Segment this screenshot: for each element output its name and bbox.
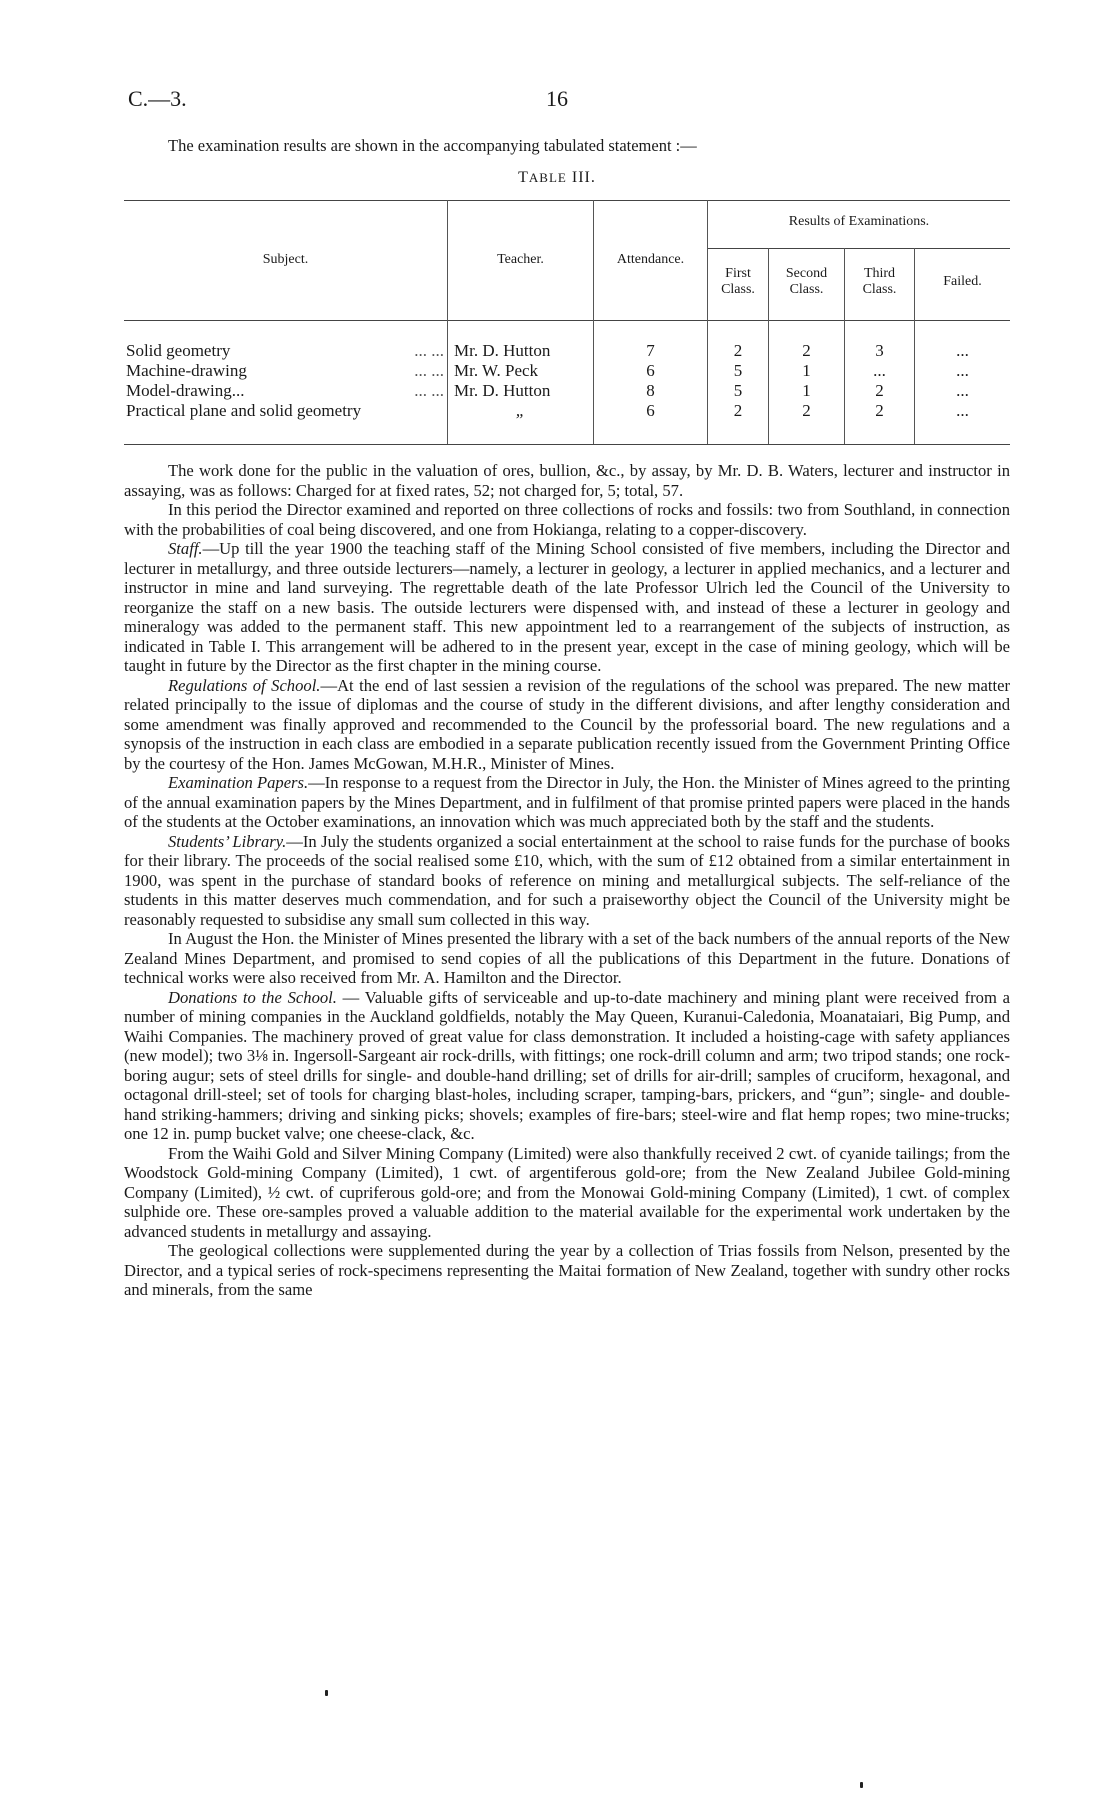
row-1-failed: ... — [956, 341, 969, 360]
examination-papers-text: —In response to a request from the Director in July, the Hon. the Minister of Mines agreed to the printing of the annual examination papers by the Mines Department, and in fulfilment of that promise printed papers were placed in the hands of the students at the October examinations, an innovation which was much appreciated both by the staff and the students. — [124, 773, 1011, 831]
stray-ink-mark — [325, 1690, 328, 1696]
row-4-second: 2 — [802, 401, 811, 420]
header-failed: Failed. — [943, 274, 982, 289]
row-2-third: ... — [873, 361, 886, 380]
row-3-teacher: Mr. D. Hutton — [454, 381, 551, 400]
row-3-leader: ... ... — [414, 381, 444, 400]
students-library-text: —In July the students organized a social entertainment at the school to raise funds for the purchase of books for their library. The proceeds of the social realised some £10, which, with the sum of £12 obtained from a similar entertainment in 1900, was spent in the purchase of standard books of reference on mining and metallurgical subjects. The self-reliance of the students in this matter deserves much commendation, and for such a praiseworthy object the Council of the University might be reasonably requested to subsidise any small sum collected in this way. — [124, 831, 1010, 929]
row-1-first: 2 — [733, 341, 743, 360]
paragraph-geological-collections: The geological collections were supplemented during the year by a collection of Trias fossils from Nelson, presented by the Director, and a typical series of rock-specimens representing the Maitai formation of New Zealand, together with sundry other rocks and minerals, from the same — [124, 1241, 1010, 1299]
header-second-class-line2: Class. — [789, 282, 824, 297]
donations-text: — Valuable gifts of serviceable and up-to-date machinery and mining plant were received from a number of mining companies in the Auckland goldfields, notably the May Queen, Kuranui-Caledonia, Moanataiari, Big Pump, and Waihi Companies. The machinery proved of great value for class demonstration. It included a hoisting-cage with safety appliances (new model); two 3⅛ in. Ingersoll-Sargeant air rock-drills, with fittings; one rock-drill column and arm; two tripod stands; one rock-boring augur; sets of steel drills for single- and double-hand drilling; set of drills for air-drill; samples of cruciform, hexagonal, and octagonal drill-steel; set of tools for charging blast-holes, including scraper, tamping-bars, prickers, and “gun”; single- and double-hand striking-hammers; driving and sinking picks; shovels; examples of fire-bars; steel-wire and flat hemp ropes; two mine-trucks; one 12 in. pump bucket valve; one cheese-clack, &c. — [124, 987, 1010, 1143]
paragraph-staff — [124, 539, 1010, 676]
header-third-class — [845, 266, 914, 298]
paragraph-ore-samples: From the Waihi Gold and Silver Mining Company (Limited) were also thankfully received 2 cwt. of cyanide tailings; from the Woodstock Gold-mining Company (Limited), 1 cwt. of argentiferous gold-ore; from the New Zealand Jubilee Gold-mining Company (Limited), ½ cwt. of cupriferous gold-ore; and from the Monowai Gold-mining Company (Limited), 1 cwt. of complex sulphide ore. These ore-samples proved a valuable addition to the material available for the experimental work undertaken by the advanced students in metallurgy and assaying. — [124, 1143, 1010, 1241]
examination-papers-heading: Examination Papers. — [168, 773, 309, 792]
paragraph-collections: In this period the Director examined and reported on three collections of rocks and fossils: two from Southland, in connection with the probabilities of coal being discovered, and one from Hokianga, relating to a copper-discovery. — [124, 500, 1010, 539]
row-3-subject: Model-drawing... — [126, 381, 245, 400]
paragraph-students-library — [124, 832, 1010, 930]
row-2-failed: ... — [956, 361, 969, 380]
regulations-text: —At the end of last sessien a revision of the regulations of the school was prepared. The new matter related principally to the issue of diplomas and the course of study in the different divisions, and after lengthy consideration and some amendment was finally approved and recommended to the Council by the professorial board. The new regulations and a synopsis of the instruction in each class are embodied in a separate publication recently issued from the Government Printing Office by the courtesy of the Hon. James McGowan, M.H.R., Minister of Mines. — [124, 675, 1011, 773]
row-4-third: 2 — [875, 401, 884, 420]
row-3-attendance: 8 — [646, 381, 655, 400]
row-1-second: 2 — [802, 341, 811, 360]
paragraph-examination-papers — [124, 773, 1010, 832]
row-1-leader: ... ... — [414, 341, 444, 360]
row-3-third: 2 — [875, 381, 884, 400]
paragraph-valuation: The work done for the public in the valuation of ores, bullion, &c., by assay, by Mr. D. B. Waters, lecturer and instructor in assaying, was as follows: Charged for at fixed rates, 52; not charged for, 5; total, 57. — [124, 461, 1010, 500]
row-2-leader: ... ... — [414, 361, 444, 380]
stray-ink-mark — [860, 1782, 863, 1788]
paragraph-regulations — [124, 676, 1010, 774]
header-teacher: Teacher. — [497, 252, 544, 267]
table-bottom-rule — [124, 444, 1010, 445]
row-1-subject: Solid geometry — [126, 341, 231, 360]
row-3-second: 1 — [802, 381, 811, 400]
row-4-failed: ... — [956, 401, 969, 420]
document-reference: C.—3. — [128, 86, 187, 111]
header-subject: Subject. — [262, 252, 309, 267]
header-results: Results of Examinations. — [788, 214, 930, 229]
table-title-initial: T — [518, 169, 529, 186]
header-attendance: Attendance. — [616, 252, 685, 267]
row-4-teacher: „ — [515, 401, 526, 420]
body-text — [124, 461, 1010, 1300]
row-1-teacher: Mr. D. Hutton — [454, 341, 551, 360]
row-3-failed: ... — [956, 381, 969, 400]
header-first-class — [708, 266, 768, 298]
header-third-class-line2: Class. — [862, 282, 897, 297]
row-2-teacher: Mr. W. Peck — [454, 361, 539, 380]
row-2-second: 1 — [802, 361, 811, 380]
intro-sentence: The examination results are shown in the accompanying tabulated statement :— — [168, 136, 697, 155]
row-2-first: 5 — [733, 361, 743, 380]
row-4-first: 2 — [733, 401, 743, 420]
table-top-rule — [124, 200, 1010, 201]
header-first-class-line2: Class. — [721, 282, 755, 297]
results-table — [124, 200, 1010, 446]
row-2-subject: Machine-drawing — [126, 361, 247, 380]
results-subheader-rule — [707, 248, 1010, 249]
row-4-subject: Practical plane and solid geometry — [126, 401, 362, 420]
paragraph-donations — [124, 988, 1010, 1144]
staff-heading: Staff. — [168, 539, 203, 558]
students-library-heading: Students’ Library. — [168, 831, 287, 851]
header-bottom-rule — [124, 320, 1010, 321]
row-1-attendance: 7 — [646, 341, 655, 360]
regulations-heading: Regulations of School. — [168, 675, 321, 695]
row-4-attendance: 6 — [646, 401, 655, 420]
staff-text: —Up till the year 1900 the teaching staff of the Mining School consisted of five members, including the Director and lecturer in metallurgy, and three outside lecturers—namely, a lecturer in geology, a lecturer in applied mechanics, and a lecturer and instructor in mine and land surveying. The regrettable death of the late Professor Ulrich led the Council of the University to reorganize the staff on a new basis. The outside lecturers were dispensed with, and instead of these a lecturer in geology and mineralogy was added to the permanent staff. This new appointment led to a rearrangement of the subjects of instruction, as indicated in Table I. This arrangement will be adhered to in the present year, except in the case of mining geology, which will be taught in future by the Director as the first chapter in the mining course. — [124, 539, 1010, 675]
table-title-number: III. — [566, 169, 596, 186]
header-second-class-line1: Second — [785, 266, 828, 281]
table-title-smallcaps: ABLE — [528, 170, 567, 185]
header-third-class-line1: Third — [863, 266, 896, 281]
header-second-class — [769, 266, 844, 298]
paragraph-minister-library: In August the Hon. the Minister of Mines presented the library with a set of the back numbers of the annual reports of the New Zealand Mines Department, and promised to send copies of all the publications of this Department in the future. Donations of technical works were also received from Mr. A. Hamilton and the Director. — [124, 929, 1010, 987]
row-2-attendance: 6 — [646, 361, 655, 380]
header-first-class-line1: First — [725, 266, 751, 281]
row-1-third: 3 — [875, 341, 884, 360]
page-number: 16 — [546, 86, 568, 111]
donations-heading: Donations to the School. — [168, 987, 337, 1007]
row-3-first: 5 — [733, 381, 743, 400]
table-title — [0, 169, 1114, 187]
